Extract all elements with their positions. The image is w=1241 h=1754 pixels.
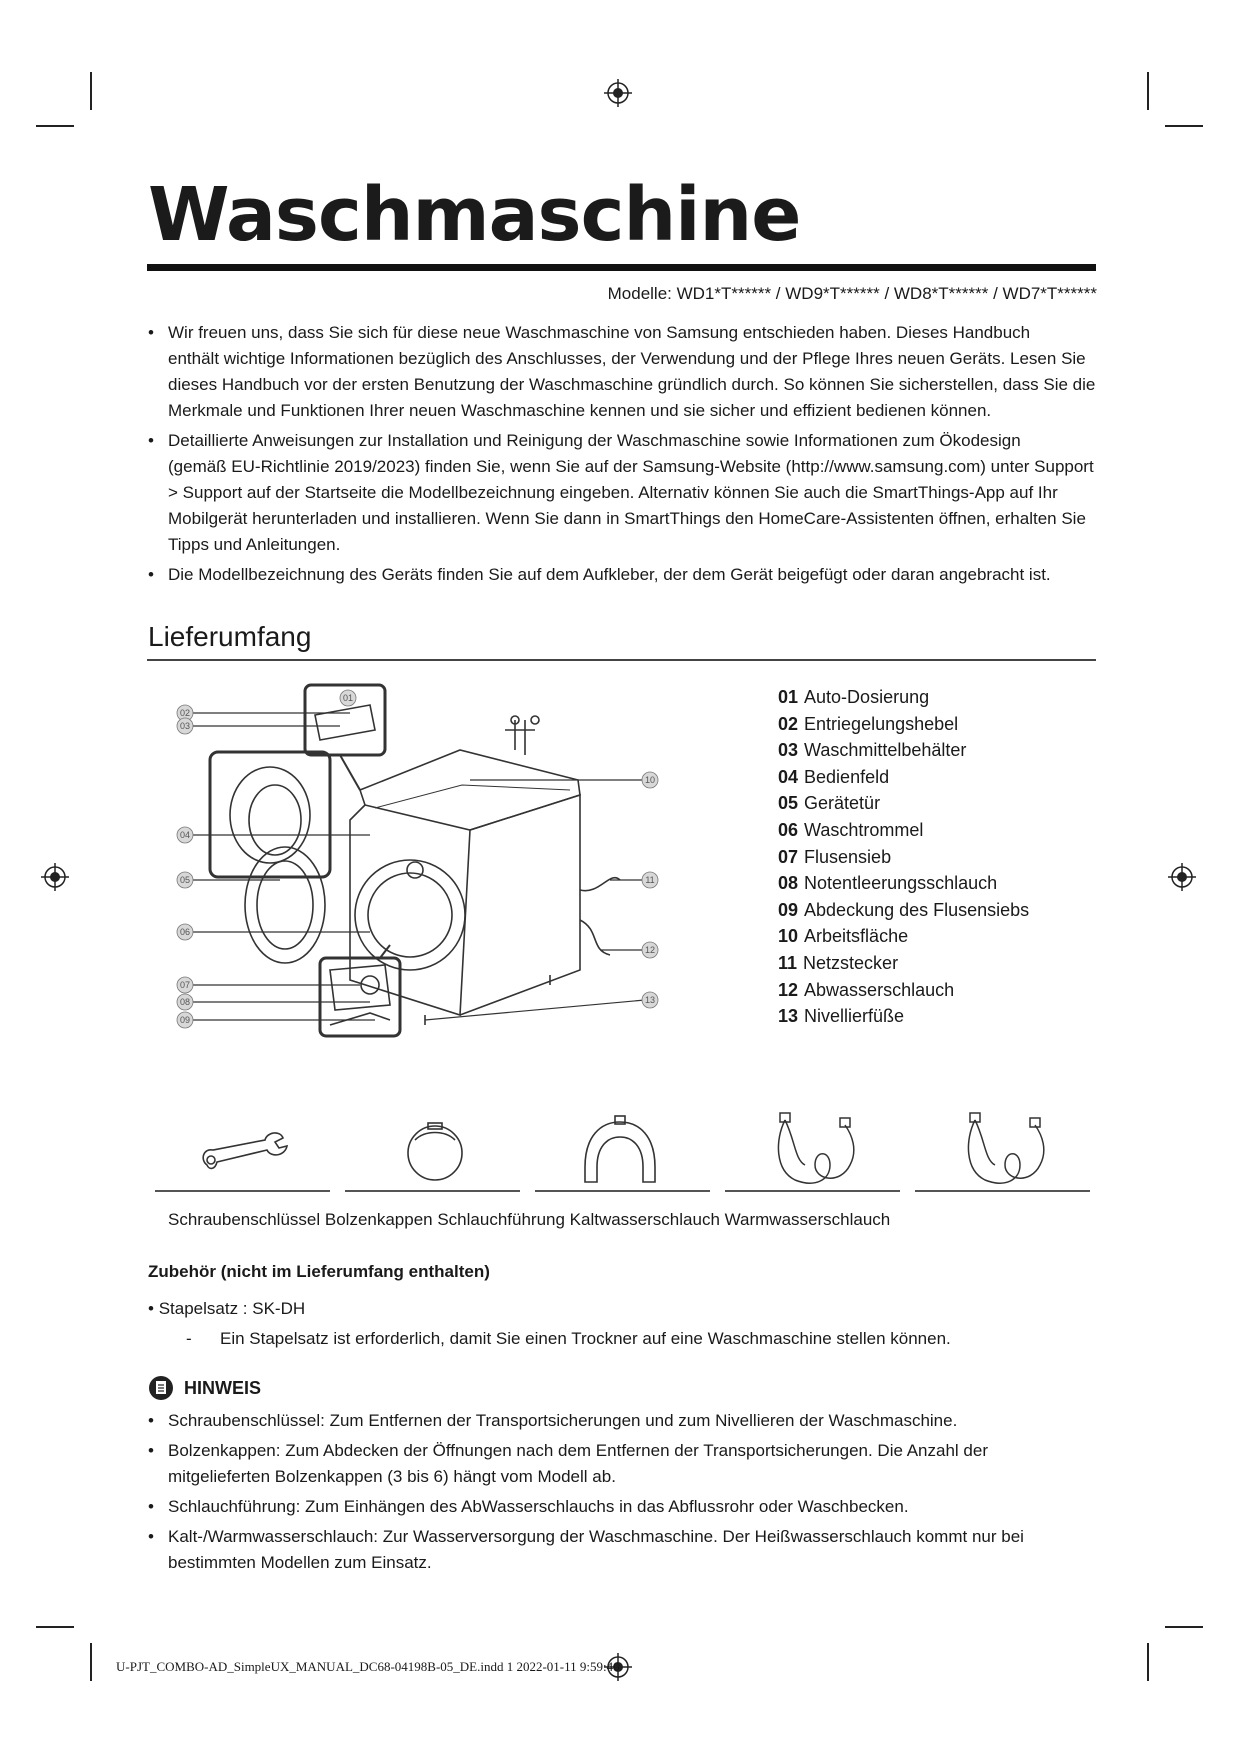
crop-mark (36, 1626, 74, 1628)
list-item: 12 Abwasserschlauch (778, 979, 955, 1000)
title-underline (147, 264, 1096, 271)
wrench-icon (195, 1120, 295, 1180)
divider (155, 1190, 330, 1192)
callout-04: 04 (179, 830, 191, 840)
list-item: 05 Gerätetür (778, 793, 881, 814)
callout-07: 07 (179, 980, 191, 990)
list-item: • Die Modellbezeichnung des Geräts finden Sie auf dem Aufkleber, der dem Gerät beigefügt oder daran angebracht ist. (148, 565, 1051, 584)
section-title: Lieferumfang (148, 621, 312, 652)
notes-list (148, 1408, 1098, 1580)
callout-02: 02 (179, 708, 191, 718)
callout-11: 11 (645, 875, 655, 885)
divider (725, 1190, 900, 1192)
hot-hose-icon (960, 1110, 1050, 1190)
list-item: 02 Entriegelungshebel (778, 713, 959, 734)
callout-06: 06 (179, 927, 191, 937)
print-footer: U-PJT_COMBO-AD_SimpleUX_MANUAL_DC68-04198B-05_DE.indd 1 2022-01-11 9:59:40 (116, 1659, 620, 1674)
divider (535, 1190, 710, 1192)
note-heading: HINWEIS (148, 1375, 261, 1401)
list-item: • Kalt-/Warmwasserschlauch: Zur Wasserversorgung der Waschmaschine. Der Heißwasserschlauch kommt nur bei bestimmten Modellen zum Einsatz. (148, 1527, 1024, 1572)
list-item: 01 Auto-Dosierung (778, 687, 930, 707)
page-title: Waschmaschine (148, 172, 801, 258)
crop-mark (90, 72, 92, 110)
crop-mark (1165, 125, 1203, 127)
intro-list (148, 320, 1098, 592)
callout-10: 10 (644, 775, 656, 785)
list-item: 09 Abdeckung des Flusensiebs (778, 899, 1030, 920)
list-item: 06 Waschtrommel (778, 819, 924, 840)
list-item: 07 Flusensieb (778, 846, 892, 867)
stacking-kit (148, 1294, 951, 1354)
list-item: 13 Nivellierfüße (778, 1006, 905, 1027)
parts-legend (778, 684, 1029, 1030)
registration-mark-icon (40, 862, 70, 892)
accessory-labels: Schraubenschlüssel Bolzenkappen Schlauchführung Kaltwasserschlauch Warmwasserschlauch (168, 1210, 891, 1229)
model-list: Modelle: WD1*T****** / WD9*T****** / WD8*T****** / WD7*T****** (607, 284, 1097, 303)
callout-09: 09 (179, 1015, 191, 1025)
list-item: • Bolzenkappen: Zum Abdecken der Öffnungen nach dem Entfernen der Transportsicherungen. Die Anzahl der mitgelieferten Bolzenkappen (3 bis 6) hängt vom Modell ab. (148, 1441, 988, 1486)
divider (915, 1190, 1090, 1192)
callout-03: 03 (179, 721, 191, 731)
list-item: • Detaillierte Anweisungen zur Installation und Reinigung der Waschmaschine sowie Informationen zum Ökodesign (gemäß EU-Richtlinie 2019/2023) finden Sie, wenn Sie auf der Samsung-Website (http://www.samsung.com) unter Support > Support auf der Startseite die Modellbezeichnung eingeben. Alternativ können Sie auch die SmartThings-App auf Ihr Mobilgerät herunterladen und installieren. Wenn Sie dann in SmartThings den HomeCare-Assistenten öffnen, erhalten Sie Tipps und Anleitungen. (148, 431, 1094, 554)
list-item: • Stapelsatz : SK-DH (148, 1299, 306, 1318)
list-item: 04 Bedienfeld (778, 766, 890, 787)
accessories-heading: Zubehör (nicht im Lieferumfang enthalten) (148, 1262, 490, 1281)
callout-13: 13 (644, 995, 656, 1005)
list-item: • Schlauchführung: Zum Einhängen des AbWasserschlauchs in das Abflussrohr oder Waschbecken. (148, 1497, 909, 1516)
hose-guide-icon (575, 1112, 665, 1187)
divider (345, 1190, 520, 1192)
callout-05: 05 (179, 875, 191, 885)
washing-machine-diagram (170, 680, 670, 1080)
section-underline (147, 659, 1096, 661)
registration-mark-icon (603, 78, 633, 108)
cold-hose-icon (770, 1110, 860, 1190)
list-item: • Schraubenschlüssel: Zum Entfernen der Transportsicherungen und zum Nivellieren der Waschmaschine. (148, 1411, 958, 1430)
bolt-cap-icon (395, 1115, 475, 1185)
callout-08: 08 (179, 997, 191, 1007)
crop-mark (36, 125, 74, 127)
callout-01: 01 (342, 693, 354, 703)
crop-mark (1147, 72, 1149, 110)
list-item: - Ein Stapelsatz ist erforderlich, damit Sie einen Trockner auf eine Waschmaschine stellen können. (186, 1329, 951, 1348)
registration-mark-icon (1167, 862, 1197, 892)
crop-mark (1165, 1626, 1203, 1628)
callout-12: 12 (644, 945, 656, 955)
list-item: 03 Waschmittelbehälter (778, 740, 967, 761)
list-item: 10 Arbeitsfläche (778, 926, 909, 947)
list-item: 11 Netzstecker (778, 952, 899, 973)
list-item: • Wir freuen uns, dass Sie sich für diese neue Waschmaschine von Samsung entschieden haben. Dieses Handbuch enthält wichtige Informationen bezüglich des Anschlusses, der Verwendung und der Pflege Ihres neuen Geräts. Lesen Sie dieses Handbuch vor der ersten Benutzung der Waschmaschine gründlich durch. So können Sie sicherstellen, dass Sie die Merkmale und Funktionen Ihrer neuen Waschmaschine kennen und sie sicher und effizient bedienen können. (148, 323, 1096, 420)
crop-mark (1147, 1643, 1149, 1681)
list-item: 08 Notentleerungsschlauch (778, 873, 998, 894)
crop-mark (90, 1643, 92, 1681)
note-icon (148, 1375, 174, 1401)
